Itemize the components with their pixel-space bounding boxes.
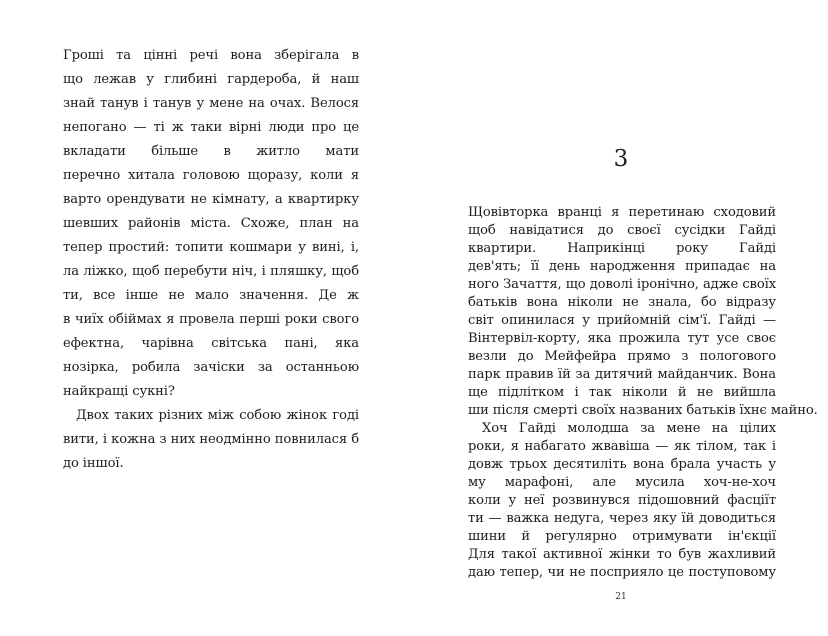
text-line: шевших районів міста. Схоже, план на (63, 216, 359, 231)
text-line: ного Зачаття, що доволі іронічно, адже своїх (468, 277, 776, 292)
text-line: батьків вона ніколи не знала, бо відразу (468, 295, 776, 310)
text-line: парк правив їй за дитячий майданчик. Вона (468, 367, 776, 382)
text-line: тепер простий: топити кошмари у вині, і, (63, 240, 359, 255)
text-line: Хоч Гайді молодша за мене на цілих (482, 421, 776, 436)
text-line: ла ліжко, щоб перебути ніч, і пляшку, щоб (63, 264, 359, 279)
text-line: даю тепер, чи не посприяло це поступовому (468, 565, 776, 580)
chapter-number: 3 (613, 146, 629, 172)
text-line: до іншої. (63, 456, 124, 471)
text-line: непогано — ті ж таки вірні люди про це (63, 120, 359, 135)
text-line: везли до Мейфейра прямо з пологового (468, 349, 776, 364)
text-line: шини й регулярно отримувати ін'єкції (468, 529, 776, 544)
text-line: ши після смерті своїх названих батьків їхнє майно. (468, 403, 818, 418)
text-line: вити, і кожна з них неодмінно повнилася б (63, 432, 359, 447)
text-line: знай танув і танув у мене на очах. Велося (63, 96, 359, 111)
text-line: Гроші та цінні речі вона зберігала в (63, 48, 359, 63)
text-line: вкладати більше в житло мати (63, 144, 359, 159)
text-line: перечно хитала головою щоразу, коли я (63, 168, 359, 183)
text-line: ще підлітком і так ніколи й не вийшла (468, 385, 776, 400)
right-page (414, 0, 828, 636)
text-line: Двох таких різних між собою жінок годі (76, 408, 359, 423)
text-line: Вінтервіл-корту, яка прожила тут усе своє (468, 331, 776, 346)
text-line: світ опинилася у прийомній сім'ї. Гайді — (468, 313, 776, 328)
text-line: що лежав у глибині гардероба, й наш (63, 72, 359, 87)
text-line: Щовівторка вранці я перетинаю сходовий (468, 205, 776, 220)
text-line: в чиїх обіймах я провела перші роки свого (63, 312, 359, 327)
text-line: щоб навідатися до своєї сусідки Гайді (468, 223, 776, 238)
text-line: дев'ять; її день народження припадає на (468, 259, 776, 274)
text-line: му марафоні, але мусила хоч-не-хоч (468, 475, 776, 490)
text-line: Для такої активної жінки то був жахливий (468, 547, 776, 562)
text-line: нозірка, робила зачіски за останньою (63, 360, 359, 375)
page-number: 21 (615, 592, 627, 602)
text-line: варто орендувати не кімнату, а квартирку (63, 192, 359, 207)
text-line: ти — важка недуга, через яку їй доводиться (468, 511, 776, 526)
text-line: довж трьох десятиліть вона брала участь у (468, 457, 776, 472)
text-line: квартири. Наприкінці року Гайді (468, 241, 776, 256)
text-line: ефектна, чарівна світська пані, яка (63, 336, 359, 351)
text-line: найкращі сукні? (63, 384, 175, 399)
text-line: коли у неї розвинувся підошовний фасціїт (468, 493, 776, 508)
text-line: ти, все інше не мало значення. Де ж (63, 288, 359, 303)
text-line: роки, я набагато жвавіша — як тілом, так і (468, 439, 776, 454)
